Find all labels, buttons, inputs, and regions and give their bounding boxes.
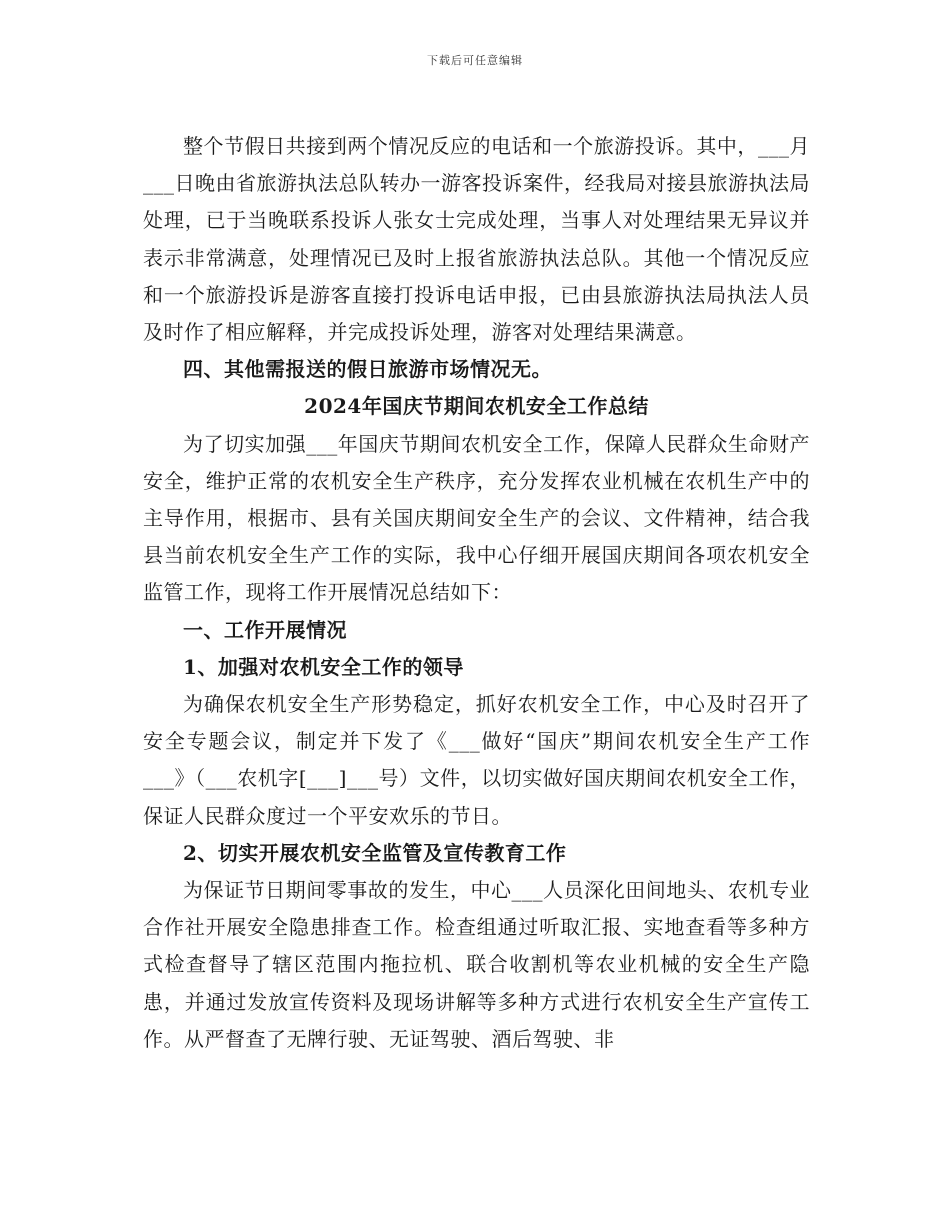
page-header: 下载后可任意编辑 <box>427 54 523 67</box>
subheading-leadership: 1、加强对农机安全工作的领导 <box>183 654 464 679</box>
paragraph-intro: 为了切实加强___年国庆节期间农机安全工作，保障人民群众生命财产安全，维护正常的农机安全生产秩序，充分发挥农业机械在农机生产中的主导作用，根据市、县有关国庆期间安全生产的会议、文件精神，结合我县当前农机安全生产工作的实际，我中心仔细开展国庆期间各项农机安全监管工作，现将工作开展情况总结如下： <box>143 431 810 605</box>
document-title: 2024年国庆节期间农机安全工作总结 <box>304 394 649 419</box>
document-body <box>143 128 810 1058</box>
paragraph-leadership: 为确保农机安全生产形势稳定，抓好农机安全工作，中心及时召开了安全专题会议，制定并下发了《___做好“国庆”期间农机安全生产工作___》（___农机字[___]___号）文件，以切实做好国庆期间农机安全工作，保证人民群众度过一个平安欢乐的节日。 <box>143 692 810 828</box>
section-heading-work-status: 一、工作开展情况 <box>183 617 347 642</box>
paragraph-complaints: 整个节假日共接到两个情况反应的电话和一个旅游投诉。其中，___月___日晚由省旅游执法总队转办一游客投诉案件，经我局对接县旅游执法局处理，已于当晚联系投诉人张女士完成处理，当事人对处理结果无异议并表示非常满意，处理情况已及时上报省旅游执法总队。其他一个情况反应和一个旅游投诉是游客直接打投诉电话申报，已由县旅游执法局执法人员及时作了相应解释，并完成投诉处理，游客对处理结果满意。 <box>143 134 810 345</box>
subheading-supervision: 2、切实开展农机安全监管及宣传教育工作 <box>183 840 567 865</box>
paragraph-supervision: 为保证节日期间零事故的发生，中心___人员深化田间地头、农机专业合作社开展安全隐患排查工作。检查组通过听取汇报、实地查看等多种方式检查督导了辖区范围内拖拉机、联合收割机等农业机械的安全生产隐患，并通过发放宣传资料及现场讲解等多种方式进行农机安全生产宣传工作。从严督查了无牌行驶、无证驾驶、酒后驾驶、非 <box>143 878 810 1051</box>
section-heading-other-info: 四、其他需报送的假日旅游市场情况无。 <box>183 357 552 382</box>
